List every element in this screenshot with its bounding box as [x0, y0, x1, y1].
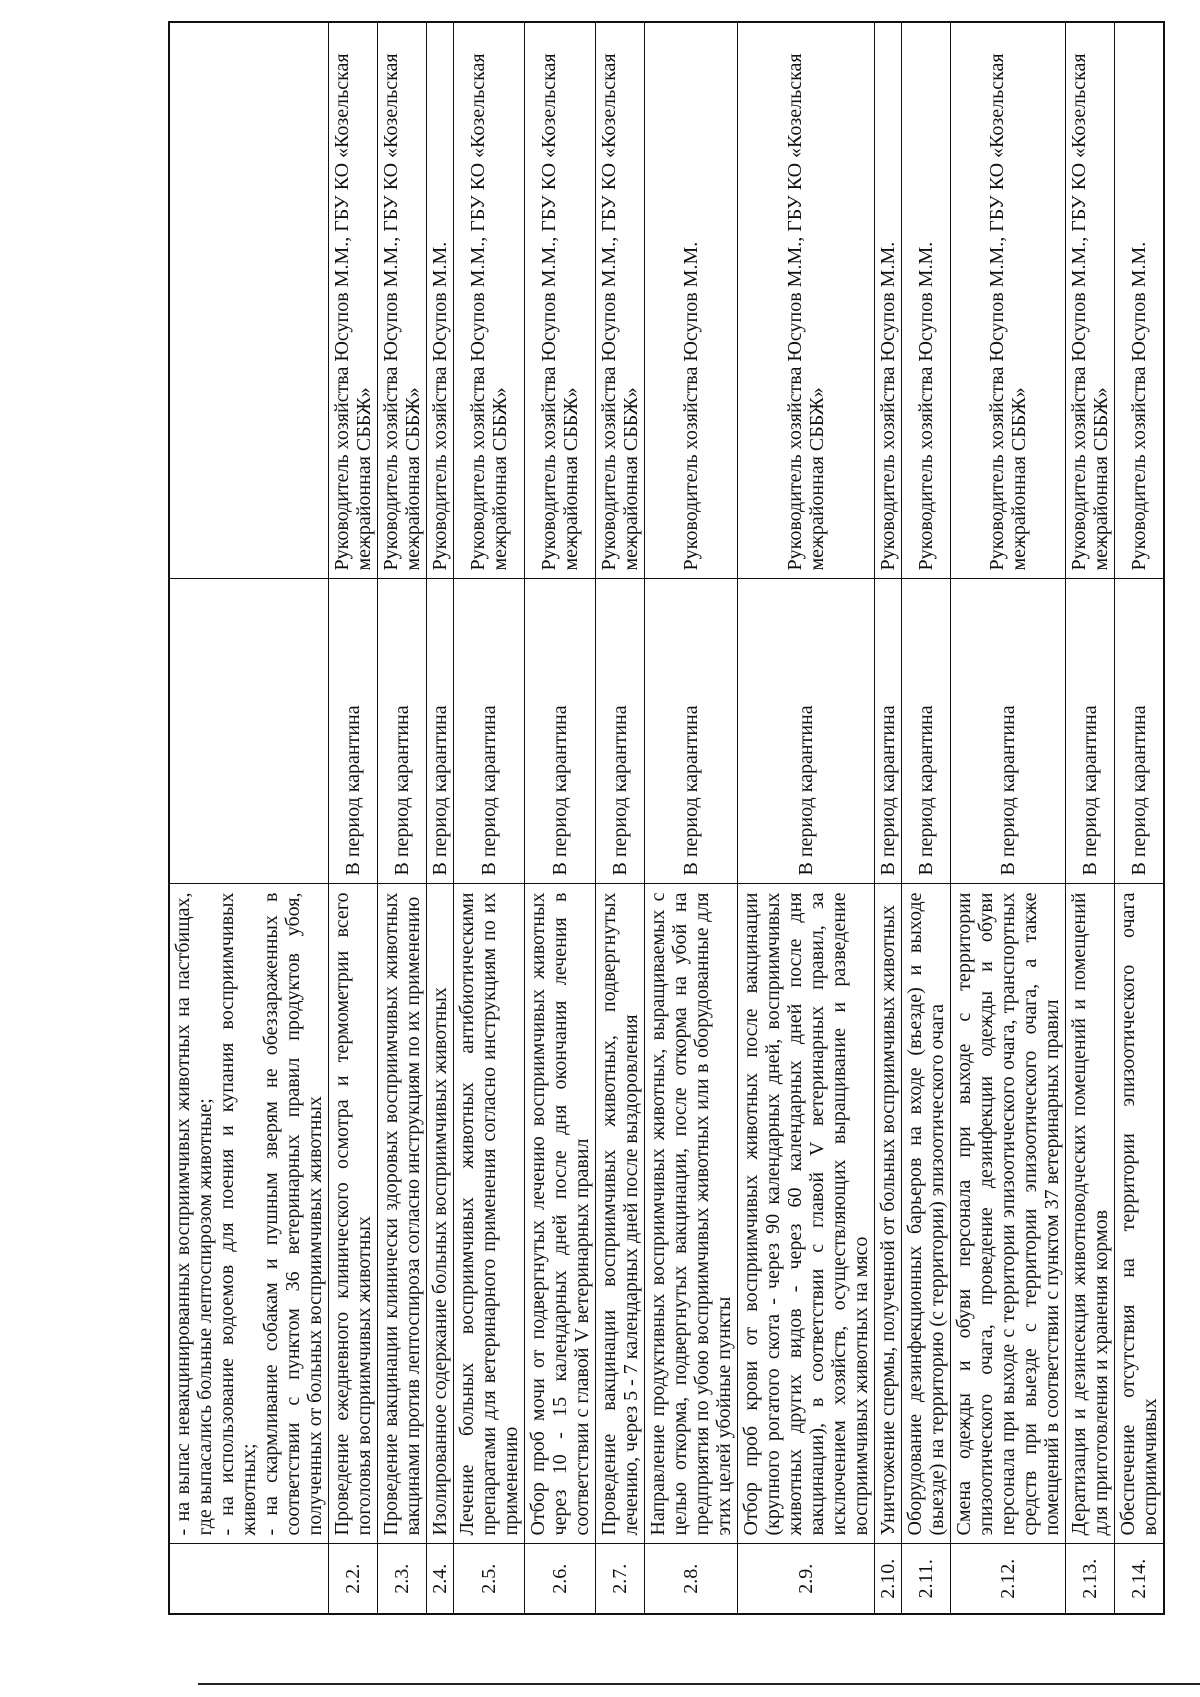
row-number: 2.9. [738, 1544, 875, 1614]
term-cell: В период карантина [427, 579, 454, 884]
measure-text: Оборудование дезинфекционных барьеров на входе (въезде) и выходе (выезде) на территорию (с территории) эпизоотического очага [902, 884, 951, 1544]
table-row [645, 22, 738, 1614]
measure-text: Проведение ежедневного клинического осмотра и термометрии всего поголовья восприимчивых животных [329, 884, 378, 1544]
intro-line: - на выпас невакцинированных восприимчивых животных на пастбищах, где выпасались больные лептоспирозом животные; [172, 892, 216, 1536]
row-number: 2.4. [427, 1544, 454, 1614]
rotated-document-table [168, 23, 1161, 1615]
intro-line: - на скармливание собакам и пушным зверям не обеззараженных в соответствии с пунктом 36 ветеринарных правил продуктов убоя, полученных от больных восприимчивых животных [260, 892, 326, 1536]
term-cell: В период карантина [902, 579, 951, 884]
responsible-cell: Руководитель хозяйства Юсупов М.М., ГБУ КО «Козельская межрайонная СББЖ» [378, 22, 427, 579]
page-edge-line [198, 1683, 1200, 1685]
measure-text: Лечение больных восприимчивых животных антибиотическими препаратами для ветеринарного применения согласно инструкциям по их применению [454, 884, 525, 1544]
term-cell: В период карантина [596, 579, 645, 884]
table-row [951, 22, 1066, 1614]
responsible-cell: Руководитель хозяйства Юсупов М.М., ГБУ КО «Козельская межрайонная СББЖ» [454, 22, 525, 579]
row-number: 2.6. [525, 1544, 596, 1614]
table-row [378, 22, 427, 1614]
measure-text: Отбор проб мочи от подвергнутых лечению восприимчивых животных через 10 - 15 календарных дней после дня окончания лечения в соответствии с главой V ветеринарных правил [525, 884, 596, 1544]
table-row [525, 22, 596, 1614]
measure-text: Смена одежды и обуви персонала при выходе с территории эпизоотического очага, проведение дезинфекции одежды и обуви персонала при выходе с территории эпизоотического очага, транспортных средств при выезде с территории эпизоотического очага, а также помещений в соответствии с пунктом 37 ветеринарных правил [951, 884, 1066, 1544]
responsible-cell: Руководитель хозяйства Юсупов М.М., ГБУ КО «Козельская межрайонная СББЖ» [596, 22, 645, 579]
measure-text: Уничтожение спермы, полученной от больных восприимчивых животных [875, 884, 902, 1544]
term-cell: В период карантина [329, 579, 378, 884]
row-number: 2.12. [951, 1544, 1066, 1614]
measure-text: Изолированное содержание больных восприимчивых животных [427, 884, 454, 1544]
term-cell: В период карантина [875, 579, 902, 884]
row-number: 2.13. [1066, 1544, 1115, 1614]
responsible-cell: Руководитель хозяйства Юсупов М.М. [875, 22, 902, 579]
term-cell: В период карантина [454, 579, 525, 884]
row-number [169, 1544, 329, 1614]
responsible-cell: Руководитель хозяйства Юсупов М.М. [1115, 22, 1165, 579]
table-row [596, 22, 645, 1614]
responsible-cell: Руководитель хозяйства Юсупов М.М., ГБУ КО «Козельская межрайонная СББЖ» [329, 22, 378, 579]
row-number: 2.11. [902, 1544, 951, 1614]
term-cell: В период карантина [378, 579, 427, 884]
measure-text: Обеспечение отсутствия на территории эпизоотического очага восприимчивых [1115, 884, 1165, 1544]
responsible-cell: Руководитель хозяйства Юсупов М.М. [902, 22, 951, 579]
responsible-cell: Руководитель хозяйства Юсупов М.М., ГБУ КО «Козельская межрайонная СББЖ» [525, 22, 596, 579]
row-number: 2.10. [875, 1544, 902, 1614]
term-cell: В период карантина [525, 579, 596, 884]
row-number: 2.3. [378, 1544, 427, 1614]
table-row [902, 22, 951, 1614]
row-number: 2.8. [645, 1544, 738, 1614]
responsible-cell: Руководитель хозяйства Юсупов М.М., ГБУ КО «Козельская межрайонная СББЖ» [1066, 22, 1115, 579]
term-cell: В период карантина [738, 579, 875, 884]
table-row [875, 22, 902, 1614]
measure-text: Направление продуктивных восприимчивых животных, выращиваемых с целью откорма, подвергнутых вакцинации, после откорма на убой на предприятия по убою восприимчивых животных или в оборудованные для этих целей убойные пункты [645, 884, 738, 1544]
intro-line: - на использование водоемов для поения и купания восприимчивых животных; [216, 892, 260, 1536]
row-number: 2.7. [596, 1544, 645, 1614]
row-number: 2.5. [454, 1544, 525, 1614]
term-cell: В период карантина [1066, 579, 1115, 884]
term-cell [169, 579, 329, 884]
measure-text: Проведение вакцинации клинически здоровых восприимчивых животных вакцинами против лептоспироза согласно инструкциям по их применению [378, 884, 427, 1544]
responsible-cell: Руководитель хозяйства Юсупов М.М. [427, 22, 454, 579]
measure-text: Отбор проб крови от восприимчивых животных после вакцинации (крупного рогатого скота - через 90 календарных дней, восприимчивых животных других видов - через 60 календарных дней после дня вакцинации), в соответствии с главой V ветеринарных правил, за исключением хозяйств, осуществляющих выращивание и разведение восприимчивых животных на мясо [738, 884, 875, 1544]
intro-text-cell [169, 884, 329, 1544]
responsible-cell: Руководитель хозяйства Юсупов М.М. [645, 22, 738, 579]
term-cell: В период карантина [951, 579, 1066, 884]
responsible-cell [169, 22, 329, 579]
table-row [1066, 22, 1115, 1614]
measure-text: Проведение вакцинации восприимчивых животных, подвергнутых лечению, через 5 - 7 календарных дней после выздоровления [596, 884, 645, 1544]
table-row [427, 22, 454, 1614]
row-number: 2.14. [1115, 1544, 1165, 1614]
responsible-cell: Руководитель хозяйства Юсупов М.М., ГБУ КО «Козельская межрайонная СББЖ» [951, 22, 1066, 579]
responsible-cell: Руководитель хозяйства Юсупов М.М., ГБУ КО «Козельская межрайонная СББЖ» [738, 22, 875, 579]
table-row [1115, 22, 1165, 1614]
row-number: 2.2. [329, 1544, 378, 1614]
table-row [169, 22, 329, 1614]
measure-text: Дератизация и дезинсекция животноводческих помещений и помещений для приготовления и хранения кормов [1066, 884, 1115, 1544]
term-cell: В период карантина [645, 579, 738, 884]
measures-table [168, 21, 1165, 1615]
table-row [738, 22, 875, 1614]
table-row [454, 22, 525, 1614]
term-cell: В период карантина [1115, 579, 1165, 884]
table-row [329, 22, 378, 1614]
